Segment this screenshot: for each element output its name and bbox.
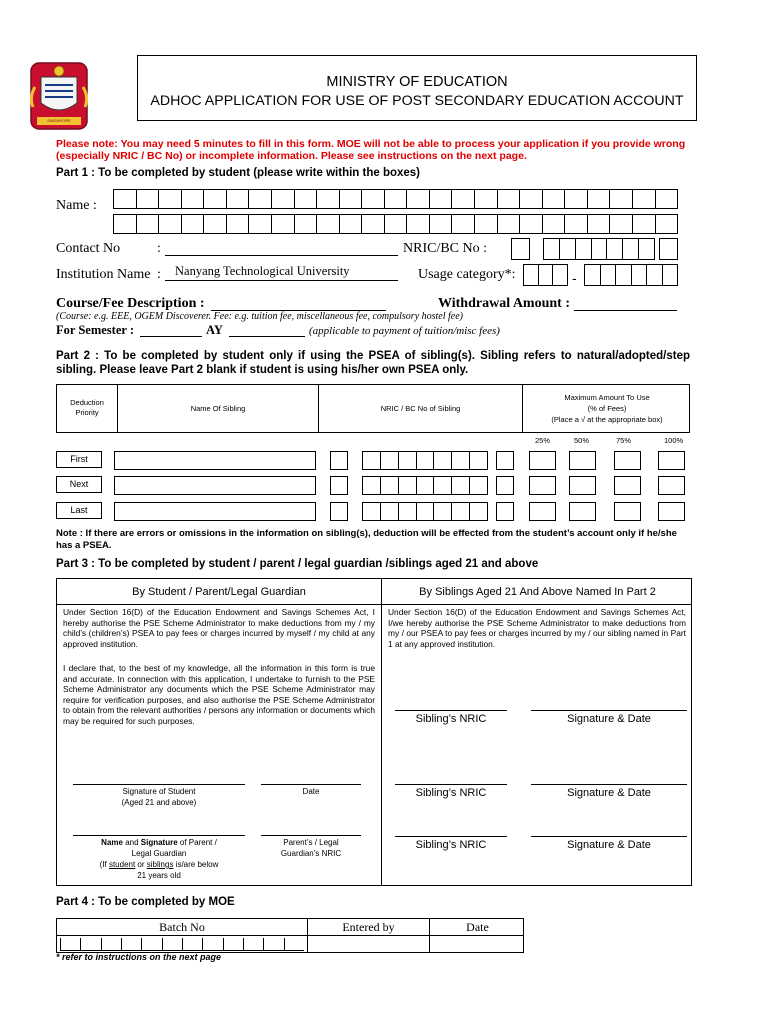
col-sibling-nric: NRIC / BC No of Sibling — [380, 404, 461, 413]
nric-box-prefix[interactable] — [511, 238, 530, 260]
name-char-box[interactable] — [475, 214, 498, 234]
declaration-table — [56, 578, 692, 886]
name-char-box[interactable] — [656, 189, 679, 209]
name-char-box[interactable] — [182, 189, 205, 209]
batch-no-char-box[interactable] — [80, 938, 100, 951]
sibling-nric-digit-box[interactable] — [381, 451, 399, 470]
course-hint: (Course: e.g. EEE, OGEM Discoverer. Fee: e.g. tuition fee, miscellaneous fee, compulsory hostel fee) — [56, 311, 464, 322]
name-char-box[interactable] — [227, 189, 250, 209]
ay-label: AY — [206, 323, 223, 337]
usage-label: Usage category*: — [418, 267, 516, 282]
name-char-box[interactable] — [385, 214, 408, 234]
pct-checkbox-25[interactable] — [529, 451, 556, 470]
pct-checkbox-25[interactable] — [529, 476, 556, 495]
parent-signature-line[interactable] — [73, 835, 245, 836]
nric-label: NRIC/BC No : — [403, 241, 488, 256]
nric-digit-box[interactable] — [576, 238, 592, 260]
pct-50: 50% — [574, 436, 590, 445]
sibling-nric-digit-box[interactable] — [399, 502, 417, 521]
sibling-nric-digit-box[interactable] — [381, 502, 399, 521]
name-char-box[interactable] — [520, 189, 543, 209]
sibling-nric-prefix[interactable] — [330, 476, 348, 495]
ministry-heading: MINISTRY OF EDUCATION — [326, 74, 508, 90]
sibling-nric-line[interactable] — [395, 784, 507, 785]
name-char-box[interactable] — [452, 214, 475, 234]
name-char-box[interactable] — [272, 189, 295, 209]
usage-char-box[interactable] — [584, 264, 601, 286]
institution-label: Institution Name — [56, 267, 151, 282]
student-date-label: Date — [302, 787, 320, 796]
pct-100: 100% — [664, 436, 684, 445]
batch-no-char-box[interactable] — [223, 938, 243, 951]
batch-no-char-box[interactable] — [101, 938, 121, 951]
name-char-box[interactable] — [565, 214, 588, 234]
sibling-nric-suffix[interactable] — [496, 502, 514, 521]
parent-nric-label-2: Guardian’s NRIC — [280, 849, 342, 858]
sibling-nric-digits[interactable] — [362, 476, 488, 495]
nric-digit-box[interactable] — [623, 238, 639, 260]
name-char-box[interactable] — [295, 189, 318, 209]
right-authorisation: Under Section 16(D) of the Education Endowment and Savings Schemes Act, I/we hereby authorise the PSE Scheme Administrator to make deductions from my / our PSEA to pay fees or charges incurred by my / our sibling named in Part 1 at any approved institution. — [388, 607, 686, 649]
usage-char-box[interactable] — [647, 264, 663, 286]
nric-boxes[interactable] — [543, 238, 655, 260]
name-char-box[interactable] — [362, 189, 385, 209]
deduction-priority-text: Last — [70, 505, 88, 515]
name-char-box[interactable] — [159, 214, 182, 234]
part3-heading: Part 3 : To be completed by student / parent / legal guardian /siblings aged 21 and above — [56, 558, 539, 570]
pct-checkbox-100[interactable] — [658, 502, 685, 521]
nric-digit-box[interactable] — [639, 238, 655, 260]
moe-crest — [27, 57, 91, 139]
crest-caption: SINGAPORE — [47, 118, 71, 123]
semester-label: For Semester : — [56, 323, 134, 337]
name-char-box[interactable] — [204, 189, 227, 209]
name-char-box[interactable] — [227, 214, 250, 234]
deduction-priority-text: Next — [69, 479, 89, 489]
batch-no-cells[interactable] — [60, 938, 304, 951]
name-label: Name : — [56, 198, 97, 213]
usage-char-box[interactable] — [553, 264, 568, 286]
usage-char-box[interactable] — [663, 264, 679, 286]
col-student-parent: By Student / Parent/Legal Guardian — [132, 586, 306, 598]
usage-boxes-a[interactable] — [523, 264, 568, 286]
student-date-line[interactable] — [261, 784, 361, 785]
name-char-box[interactable] — [543, 214, 566, 234]
nric-digit-box[interactable] — [592, 238, 608, 260]
sibling-nric-digit-box[interactable] — [362, 476, 381, 495]
usage-char-box[interactable] — [632, 264, 648, 286]
pct-checkbox-75[interactable] — [614, 502, 641, 521]
left-authorisation: Under Section 16(D) of the Education Endowment and Savings Schemes Act, I hereby authorise the PSE Scheme Administrator to make deductions from my / my child’s (children’s) PSEA to pay fees or charges incurred by myself / my child at any approved institution. — [63, 607, 375, 649]
sibling-signature-label: Signature & Date — [567, 787, 651, 799]
sibling-row-last-label — [56, 502, 102, 519]
batch-no-char-box[interactable] — [263, 938, 283, 951]
sibling-nric-digit-box[interactable] — [417, 476, 435, 495]
sibling-nric-digit-box[interactable] — [434, 451, 452, 470]
pct-checkbox-50[interactable] — [569, 476, 596, 495]
usage-dash: - — [572, 270, 577, 286]
sibling-nric-prefix[interactable] — [330, 502, 348, 521]
batch-no-char-box[interactable] — [141, 938, 161, 951]
sibling-name-field[interactable] — [114, 502, 316, 521]
name-char-box[interactable] — [520, 214, 543, 234]
sibling-nric-digits[interactable] — [362, 451, 488, 470]
name-char-box[interactable] — [182, 214, 205, 234]
sibling-nric-label: Sibling’s NRIC — [415, 787, 487, 799]
col-max-amount-2: (% of Fees) — [587, 404, 627, 413]
batch-no-char-box[interactable] — [243, 938, 263, 951]
sibling-row-first-label — [56, 451, 102, 468]
sibling-signature-line[interactable] — [531, 710, 687, 711]
contact-field[interactable] — [165, 255, 398, 256]
warning-note: Please note: You may need 5 minutes to fill in this form. MOE will not be able to process your application if you provide wrong (especially NRIC / BC No) or incomplete information. Please see instructions on the next page. — [56, 138, 686, 162]
batch-no-char-box[interactable] — [202, 938, 222, 951]
part2-heading: Part 2 : To be completed by student only if using the PSEA of sibling(s). Sibling refers to natural/adopted/step sibling. Please leave Part 2 blank if student is using his/her own PSEA only. — [56, 350, 690, 376]
parent-nric-label-1: Parent’s / Legal — [283, 838, 339, 847]
name-boxes-row1[interactable] — [113, 189, 678, 209]
name-char-box[interactable] — [610, 189, 633, 209]
nric-digit-box[interactable] — [560, 238, 576, 260]
parent-signature-label-4: 21 years old — [137, 871, 181, 880]
course-label: Course/Fee Description : — [56, 296, 205, 311]
withdrawal-field[interactable] — [574, 310, 677, 311]
sibling-nric-digit-box[interactable] — [417, 502, 435, 521]
part1-heading: Part 1 : To be completed by student (please write within the boxes) — [56, 167, 421, 179]
moe-table — [56, 918, 524, 953]
date-cell[interactable] — [430, 936, 525, 953]
name-char-box[interactable] — [407, 189, 430, 209]
sibling-nric-digit-box[interactable] — [470, 476, 488, 495]
pct-checkbox-100[interactable] — [658, 476, 685, 495]
sibling-nric-digit-box[interactable] — [399, 451, 417, 470]
sibling-nric-digit-box[interactable] — [381, 476, 399, 495]
pct-checkbox-75[interactable] — [614, 476, 641, 495]
name-char-box[interactable] — [137, 189, 160, 209]
deduction-priority-text: First — [70, 454, 88, 464]
nric-digit-box[interactable] — [543, 238, 560, 260]
sibling-nric-digit-box[interactable] — [470, 502, 488, 521]
pct-25: 25% — [535, 436, 551, 445]
nric-box-suffix[interactable] — [659, 238, 678, 260]
name-char-box[interactable] — [610, 214, 633, 234]
batch-no-char-box[interactable] — [284, 938, 304, 951]
name-char-box[interactable] — [385, 189, 408, 209]
sibling-nric-digits[interactable] — [362, 502, 488, 521]
sibling-nric-digit-box[interactable] — [362, 451, 381, 470]
name-char-box[interactable] — [362, 214, 385, 234]
col-date: Date — [466, 920, 489, 934]
ay-field[interactable] — [229, 336, 305, 337]
sibling-nric-prefix[interactable] — [330, 451, 348, 470]
student-signature-line[interactable] — [73, 784, 245, 785]
sibling-nric-digit-box[interactable] — [434, 502, 452, 521]
contact-label: Contact No — [56, 241, 121, 256]
name-char-box[interactable] — [588, 189, 611, 209]
usage-char-box[interactable] — [616, 264, 632, 286]
entered-by-cell[interactable] — [308, 936, 429, 953]
name-char-box[interactable] — [498, 214, 521, 234]
sibling-nric-suffix[interactable] — [496, 476, 514, 495]
form-title: ADHOC APPLICATION FOR USE OF POST SECONDARY EDUCATION ACCOUNT — [150, 93, 684, 109]
name-char-box[interactable] — [452, 189, 475, 209]
institution-value[interactable]: Nanyang Technological University — [175, 264, 350, 278]
sibling-nric-line[interactable] — [395, 836, 507, 837]
name-char-box[interactable] — [498, 189, 521, 209]
sibling-signature-line[interactable] — [531, 836, 687, 837]
parent-signature-label: Name and Signature of Parent / — [101, 838, 217, 847]
student-signature-age: (Aged 21 and above) — [121, 798, 197, 807]
name-char-box[interactable] — [272, 214, 295, 234]
sibling-row-next-label — [56, 476, 102, 493]
name-char-box[interactable] — [633, 189, 656, 209]
withdrawal-label: Withdrawal Amount : — [438, 296, 570, 311]
pct-checkbox-25[interactable] — [529, 502, 556, 521]
col-max-amount-3: (Place a √ at the appropriate box) — [551, 415, 663, 424]
sibling-nric-digit-box[interactable] — [452, 476, 470, 495]
sibling-name-field[interactable] — [114, 451, 316, 470]
sibling-signature-label: Signature & Date — [567, 839, 651, 851]
batch-no-char-box[interactable] — [182, 938, 202, 951]
name-char-box[interactable] — [249, 214, 272, 234]
sibling-nric-label: Sibling’s NRIC — [415, 839, 487, 851]
name-char-box[interactable] — [317, 189, 340, 209]
parent-signature-label-2: Legal Guardian — [131, 849, 187, 858]
institution-field — [165, 280, 398, 281]
pct-75: 75% — [616, 436, 632, 445]
usage-boxes-b[interactable] — [584, 264, 678, 286]
contact-colon: : — [157, 241, 161, 256]
sibling-nric-digit-box[interactable] — [452, 502, 470, 521]
semester-hint: (applicable to payment of tuition/misc fees) — [309, 325, 500, 337]
sibling-nric-digit-box[interactable] — [417, 451, 435, 470]
pct-checkbox-100[interactable] — [658, 451, 685, 470]
col-siblings: By Siblings Aged 21 And Above Named In Part 2 — [419, 586, 656, 598]
usage-char-box[interactable] — [601, 264, 617, 286]
nric-digit-box[interactable] — [607, 238, 623, 260]
sibling-nric-digit-box[interactable] — [434, 476, 452, 495]
name-char-box[interactable] — [204, 214, 227, 234]
parent-nric-line[interactable] — [261, 835, 361, 836]
col-max-amount-1: Maximum Amount To Use — [564, 393, 650, 402]
name-char-box[interactable] — [588, 214, 611, 234]
sibling-nric-digit-box[interactable] — [399, 476, 417, 495]
part4-heading: Part 4 : To be completed by MOE — [56, 896, 235, 908]
name-char-box[interactable] — [430, 214, 453, 234]
name-char-box[interactable] — [159, 189, 182, 209]
name-char-box[interactable] — [407, 214, 430, 234]
name-char-box[interactable] — [340, 214, 363, 234]
name-char-box[interactable] — [430, 189, 453, 209]
sibling-signature-label: Signature & Date — [567, 713, 651, 725]
pct-checkbox-50[interactable] — [569, 502, 596, 521]
name-char-box[interactable] — [137, 214, 160, 234]
col-entered-by: Entered by — [342, 920, 395, 934]
pct-checkbox-50[interactable] — [569, 451, 596, 470]
sibling-nric-line[interactable] — [395, 710, 507, 711]
name-char-box[interactable] — [565, 189, 588, 209]
usage-char-box[interactable] — [523, 264, 539, 286]
usage-char-box[interactable] — [539, 264, 554, 286]
name-char-box[interactable] — [543, 189, 566, 209]
sibling-table-header — [56, 384, 690, 433]
sibling-nric-suffix[interactable] — [496, 451, 514, 470]
student-signature-label: Signature of Student — [122, 787, 196, 796]
semester-field[interactable] — [140, 336, 202, 337]
sibling-signature-line[interactable] — [531, 784, 687, 785]
name-char-box[interactable] — [656, 214, 679, 234]
pct-checkbox-75[interactable] — [614, 451, 641, 470]
col-sibling-name: Name Of Sibling — [190, 404, 246, 413]
name-boxes-row2[interactable] — [113, 214, 678, 234]
name-char-box[interactable] — [340, 189, 363, 209]
institution-colon: : — [157, 267, 161, 282]
title-box — [137, 55, 697, 121]
name-char-box[interactable] — [317, 214, 340, 234]
sibling-name-field[interactable] — [114, 476, 316, 495]
name-char-box[interactable] — [475, 189, 498, 209]
col-batch-no: Batch No — [159, 920, 205, 934]
sibling-nric-digit-box[interactable] — [452, 451, 470, 470]
batch-no-char-box[interactable] — [162, 938, 182, 951]
parent-signature-label-3: (If student or siblings is/are below — [99, 860, 219, 869]
part2-note: Note : If there are errors or omissions in the information on sibling(s), deduction will be effected from the student’s account only if he/she has a PSEA. — [56, 528, 677, 551]
batch-no-char-box[interactable] — [60, 938, 80, 951]
footnote: * refer to instructions on the next page — [56, 952, 222, 962]
sibling-nric-digit-box[interactable] — [362, 502, 381, 521]
name-char-box[interactable] — [113, 189, 137, 209]
left-declaration: I declare that, to the best of my knowledge, all the information in this form is true and accurate. In connection with this application, I undertake to furnish to the PSE Scheme Administrator any documents which the PSE Scheme Administrator may require for verification purposes, and also authorise the PSE Scheme Administrator to obtain from the relevant authorities / persons any information or documents which may be required for such purposes. — [63, 663, 375, 726]
name-char-box[interactable] — [113, 214, 137, 234]
col-deduction-priority: Deduction Priority — [70, 398, 104, 417]
sibling-nric-digit-box[interactable] — [470, 451, 488, 470]
sibling-nric-label: Sibling’s NRIC — [415, 713, 487, 725]
name-char-box[interactable] — [633, 214, 656, 234]
name-char-box[interactable] — [249, 189, 272, 209]
batch-no-char-box[interactable] — [121, 938, 141, 951]
name-char-box[interactable] — [295, 214, 318, 234]
